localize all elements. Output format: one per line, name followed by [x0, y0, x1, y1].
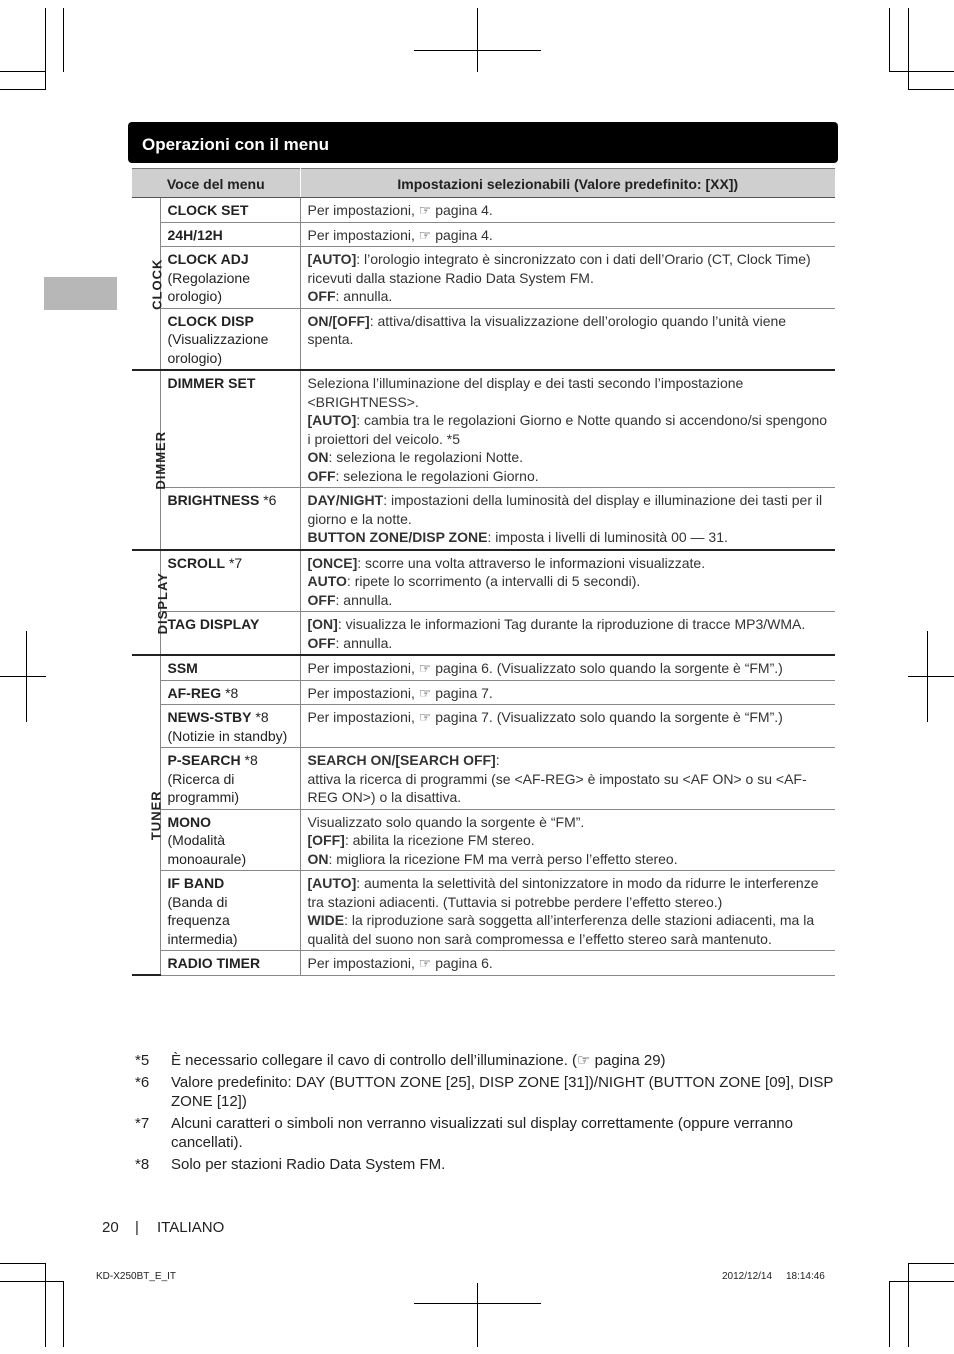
footnote: *6 Valore predefinito: DAY (BUTTON ZONE [25], DISP ZONE [31])/NIGHT (BUTTON ZONE [09], DISP ZONE [12]): [135, 1073, 834, 1110]
settings-cell: Seleziona l’illuminazione del display e dei tasti secondo l’impostazione <BRIGHTNESS>. [AUTO]: cambia tra le regolazioni Giorno e Notte quando si accendono/si spengono i proiettori del veicolo. *5 ON: seleziona le regolazioni Notte. OFF: seleziona le regolazioni Giorno.: [300, 370, 835, 488]
menu-item-cell: TAG DISPLAY: [160, 612, 300, 656]
category-clock: CLOCK: [132, 198, 160, 371]
menu-item-cell: CLOCK ADJ (Regolazione orologio): [160, 247, 300, 309]
table-row: [132, 680, 835, 705]
crop-mark: [414, 1303, 541, 1304]
header-settings: Impostazioni selezionabili (Valore predefinito: [XX]): [300, 169, 835, 198]
crop-mark: [0, 1263, 46, 1264]
settings-cell: Per impostazioni, ☞ pagina 7. (Visualizzato solo quando la sorgente è “FM”.): [300, 705, 835, 748]
menu-settings-table: [132, 168, 835, 976]
footer-separator: |: [135, 1219, 139, 1236]
crop-mark: [908, 1263, 954, 1264]
crop-mark: [477, 8, 478, 72]
menu-item-cell: NEWS-STBY *8 (Notizie in standby): [160, 705, 300, 748]
settings-cell: [AUTO]: l’orologio integrato è sincronizzato con i dati dell’Orario (CT, Clock Time) ricevuti dalla stazione Radio Data System FM. OFF: annulla.: [300, 247, 835, 309]
page-number: 20: [102, 1219, 119, 1236]
settings-cell: DAY/NIGHT: impostazioni della luminosità del display e illuminazione dei tasti per il giorno e la notte. BUTTON ZONE/DISP ZONE: imposta i livelli di luminosità 00 — 31.: [300, 488, 835, 550]
table-row: [132, 809, 835, 871]
category-dimmer: DIMMER: [132, 370, 160, 550]
print-model-code: KD-X250BT_E_IT: [96, 1271, 177, 1282]
menu-item-cell: SSM: [160, 655, 300, 680]
settings-cell: [ON]: visualizza le informazioni Tag durante la riproduzione di tracce MP3/WMA. OFF: annulla.: [300, 612, 835, 656]
crop-mark: [889, 71, 954, 72]
crop-mark: [908, 8, 909, 90]
menu-item-cell: CLOCK DISP (Visualizzazione orologio): [160, 308, 300, 370]
settings-cell: [ONCE]: scorre una volta attraverso le informazioni visualizzate. AUTO: ripete lo scorrimento (a intervalli di 5 secondi). OFF: annulla.: [300, 550, 835, 612]
section-tab-marker: [44, 277, 117, 310]
footnote: *8 Solo per stazioni Radio Data System FM.: [135, 1155, 446, 1173]
category-display: DISPLAY: [132, 550, 160, 656]
crop-mark: [414, 50, 541, 51]
crop-mark: [889, 1281, 954, 1282]
settings-cell: ON/[OFF]: attiva/disattiva la visualizzazione dell’orologio quando l’unità viene spenta.: [300, 308, 835, 370]
table-row: [132, 247, 835, 309]
crop-mark: [0, 71, 46, 72]
settings-cell: Per impostazioni, ☞ pagina 6.: [300, 951, 835, 976]
crop-mark: [45, 8, 46, 90]
print-datetime: 2012/12/14 18:14:46: [722, 1271, 825, 1282]
table-row: [132, 370, 835, 488]
menu-item-cell: DIMMER SET: [160, 370, 300, 488]
table-row: [132, 488, 835, 550]
crop-mark: [0, 1281, 64, 1282]
settings-cell: [AUTO]: aumenta la selettività del sintonizzatore in modo da ridurre le interferenze tra stazioni adiacenti. (Tuttavia si potrebbe perdere l’effetto stereo.) WIDE: la riproduzione sarà soggetta all’interferenza delle stazioni adiacenti, ma la qualità del suono non sarà compromessa e l’effetto stereo sarà mantenuto.: [300, 871, 835, 951]
menu-item-cell: AF-REG *8: [160, 680, 300, 705]
table-row: [132, 550, 835, 612]
crop-mark: [63, 8, 64, 72]
footnote: *5 È necessario collegare il cavo di controllo dell’illuminazione. (☞ pagina 29): [135, 1052, 666, 1069]
table-row: [132, 748, 835, 810]
footer-language: ITALIANO: [157, 1219, 225, 1236]
category-tuner: TUNER: [132, 655, 160, 975]
menu-item-cell: IF BAND (Banda di frequenza intermedia): [160, 871, 300, 951]
section-title-banner: [128, 122, 838, 163]
table-row: [132, 705, 835, 748]
table-row: [132, 222, 835, 247]
crop-mark: [45, 1263, 46, 1347]
table-row: [132, 871, 835, 951]
menu-item-cell: P-SEARCH *8 (Ricerca di programmi): [160, 748, 300, 810]
settings-cell: Per impostazioni, ☞ pagina 4.: [300, 222, 835, 247]
settings-cell: SEARCH ON/[SEARCH OFF]: attiva la ricerca di programmi (se <AF-REG> è impostato su <AF ON> o su <AF-REG ON>) o la disattiva.: [300, 748, 835, 810]
menu-item-cell: BRIGHTNESS *6: [160, 488, 300, 550]
footnote: *7 Alcuni caratteri o simboli non verranno visualizzati sul display correttamente (oppure verranno cancellati).: [135, 1114, 793, 1151]
settings-cell: Visualizzato solo quando la sorgente è “FM”. [OFF]: abilita la ricezione FM stereo. ON: migliora la ricezione FM ma verrà perso l’effetto stereo.: [300, 809, 835, 871]
menu-item-cell: RADIO TIMER: [160, 951, 300, 976]
footnotes: [135, 1051, 835, 1176]
crop-mark: [908, 1263, 909, 1347]
settings-cell: Per impostazioni, ☞ pagina 7.: [300, 680, 835, 705]
crop-mark: [0, 89, 46, 90]
crop-mark: [63, 1281, 64, 1347]
crop-mark: [908, 676, 954, 677]
table-row: [132, 612, 835, 656]
crop-mark: [908, 89, 954, 90]
menu-item-cell: SCROLL *7: [160, 550, 300, 612]
table-row: [132, 308, 835, 370]
header-menu-item: Voce del menu: [132, 169, 300, 198]
table-row: [132, 198, 835, 223]
crop-mark: [477, 1283, 478, 1347]
settings-cell: Per impostazioni, ☞ pagina 6. (Visualizzato solo quando la sorgente è “FM”.): [300, 655, 835, 680]
crop-mark: [889, 1281, 890, 1347]
menu-item-cell: CLOCK SET: [160, 198, 300, 223]
table-row: [132, 655, 835, 680]
table-header-row: [132, 169, 835, 198]
section-title: Operazioni con il menu: [142, 135, 330, 154]
menu-item-cell: MONO (Modalità monoaurale): [160, 809, 300, 871]
menu-item-cell: 24H/12H: [160, 222, 300, 247]
crop-mark: [0, 676, 46, 677]
table-row: [132, 951, 835, 976]
settings-cell: Per impostazioni, ☞ pagina 4.: [300, 198, 835, 223]
crop-mark: [889, 8, 890, 72]
